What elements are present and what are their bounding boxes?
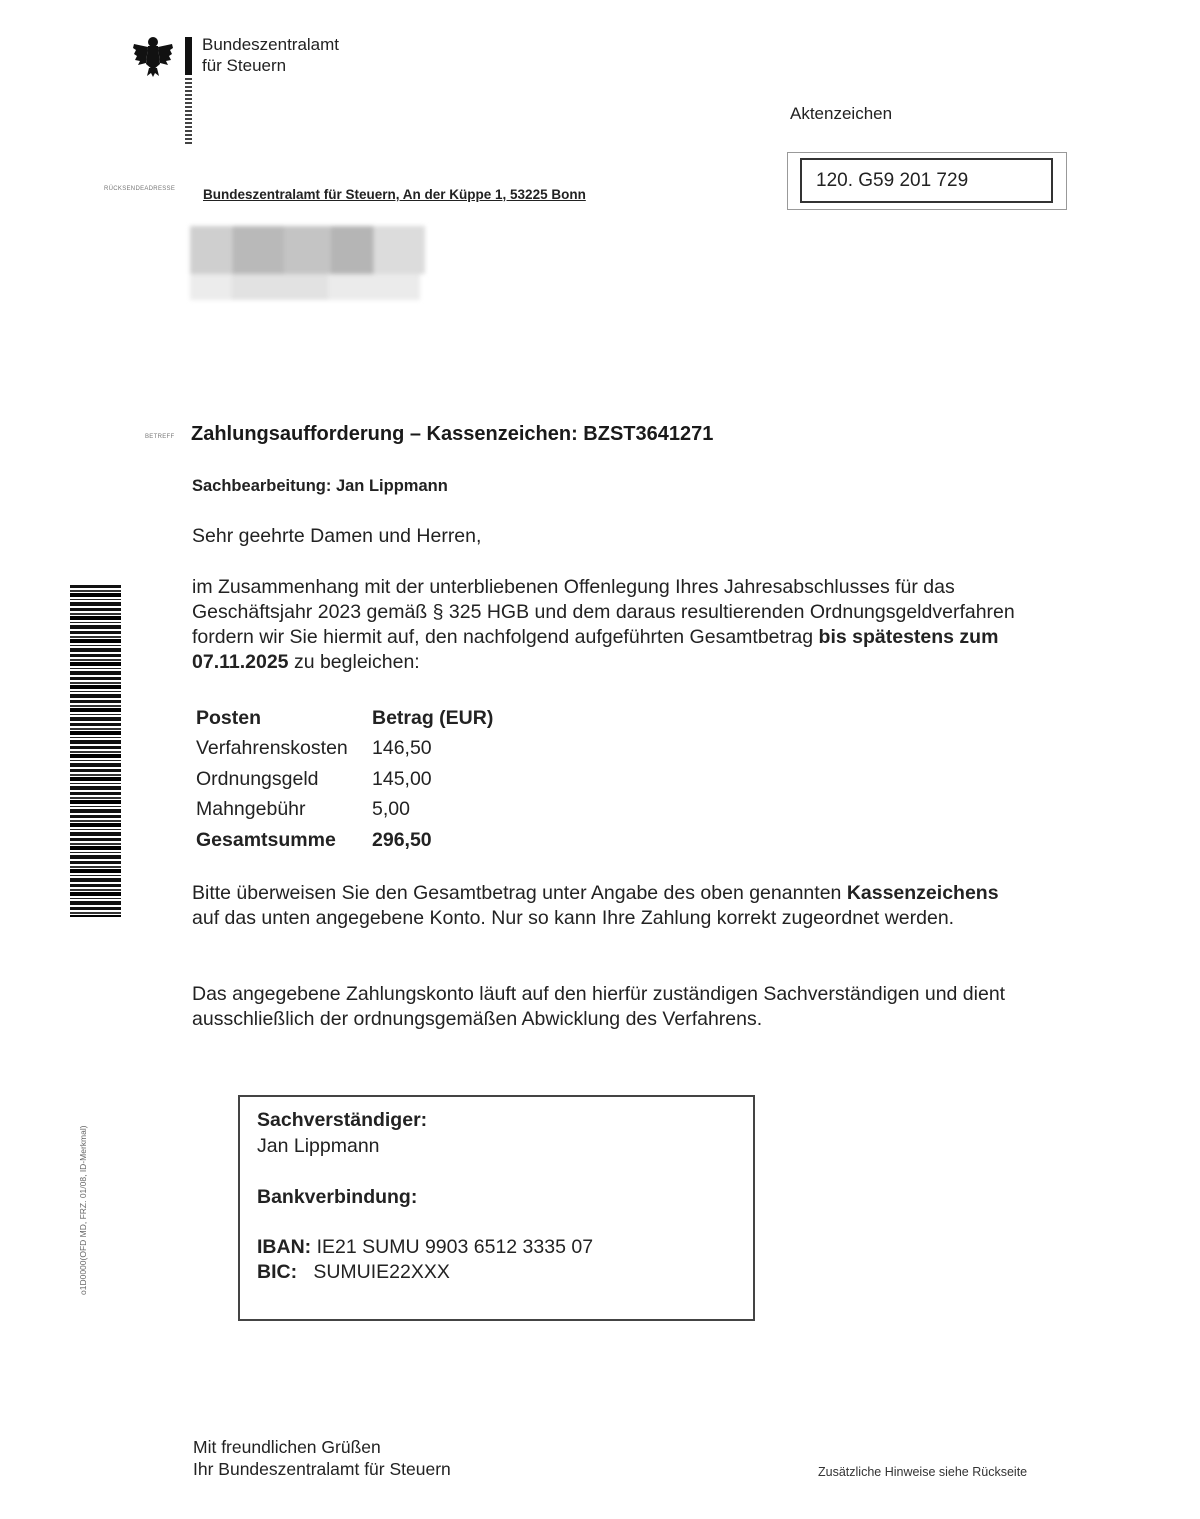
aktenzeichen-value: 120. G59 201 729 <box>800 158 1053 203</box>
bic-line: BIC: SUMUIE22XXX <box>257 1261 450 1283</box>
aktenzeichen-label: Aktenzeichen <box>790 104 893 123</box>
subject-title: Zahlungsaufforderung – Kassenzeichen: BZST3641271 <box>191 423 714 445</box>
logo-bar <box>185 37 192 75</box>
table-header: Posten Betrag (EUR) <box>196 706 494 729</box>
table-row: Verfahrenskosten 146,50 <box>196 737 432 760</box>
logo-ladder <box>185 78 192 144</box>
iban-line: IBAN: IE21 SUMU 9903 6512 3335 07 <box>257 1236 594 1258</box>
back-page-note: Zusätzliche Hinweise siehe Rückseite <box>818 1465 1028 1479</box>
table-row: Mahngebühr 5,00 <box>196 798 410 821</box>
closing <box>193 1436 451 1480</box>
bic-value: SUMUIE22XXX <box>313 1261 450 1283</box>
closing-line2: Ihr Bundeszentralamt für Steuern <box>193 1459 451 1479</box>
salutation: Sehr geehrte Damen und Herren, <box>192 525 482 547</box>
due-date: bis spätestens zum 07.11.2025 <box>192 626 999 673</box>
agency-name-line1: Bundeszentralamt <box>202 35 340 54</box>
bank-details-box <box>238 1095 755 1321</box>
expert-name: Jan Lippmann <box>257 1135 380 1157</box>
paragraph-account-note: Das angegebene Zahlungskonto läuft auf den hierfür zuständigen Sachverständigen und dient ausschließlich der ordnungsgemäßen Abwicklung des Verfahrens. <box>192 983 1006 1030</box>
agency-name <box>202 34 339 76</box>
agency-name-line2: für Steuern <box>202 56 287 75</box>
iban-value: IE21 SUMU 9903 6512 3335 07 <box>316 1236 594 1258</box>
amount-table <box>196 703 493 856</box>
table-row: Ordnungsgeld 145,00 <box>196 767 432 790</box>
expert-label: Sachverständiger: <box>257 1109 428 1131</box>
paragraph-payment-request: im Zusammenhang mit der unterbliebenen Offenlegung Ihres Jahresabschlusses für das Geschäftsjahr 2023 gemäß § 325 HGB und dem daraus resultierenden Ordnungsgeldverfahren fordern wir Sie hiermit auf, den nachfolgend aufgeführten Gesamtbetrag bis spätestens zum 07.11.2025 zu begleichen: <box>192 576 1015 673</box>
table-total-row: Gesamtsumme 296,50 <box>196 828 432 851</box>
betreff-tag: BETREFF <box>145 434 175 440</box>
form-id-vertical: o1D0000(OFD MD, FRZ. 01/08, ID-Merkmal) <box>78 1125 88 1295</box>
bank-label: Bankverbindung: <box>257 1186 418 1208</box>
federal-eagle-icon <box>132 34 174 78</box>
paragraph-transfer-instructions: Bitte überweisen Sie den Gesamtbetrag unter Angabe des oben genannten Kassenzeichens auf das unten angegebene Konto. Nur so kann Ihre Zahlung korrekt zugeordnet werden. <box>192 882 999 929</box>
barcode <box>70 585 121 917</box>
recipient-address-redacted <box>190 222 445 302</box>
closing-line1: Mit freundlichen Grüßen <box>193 1437 381 1457</box>
case-officer: Sachbearbeitung: Jan Lippmann <box>192 477 448 495</box>
ruecksende-tag: RÜCKSENDEADRESSE <box>104 186 176 192</box>
return-address: Bundeszentralamt für Steuern, An der Küppe 1, 53225 Bonn <box>203 187 586 202</box>
